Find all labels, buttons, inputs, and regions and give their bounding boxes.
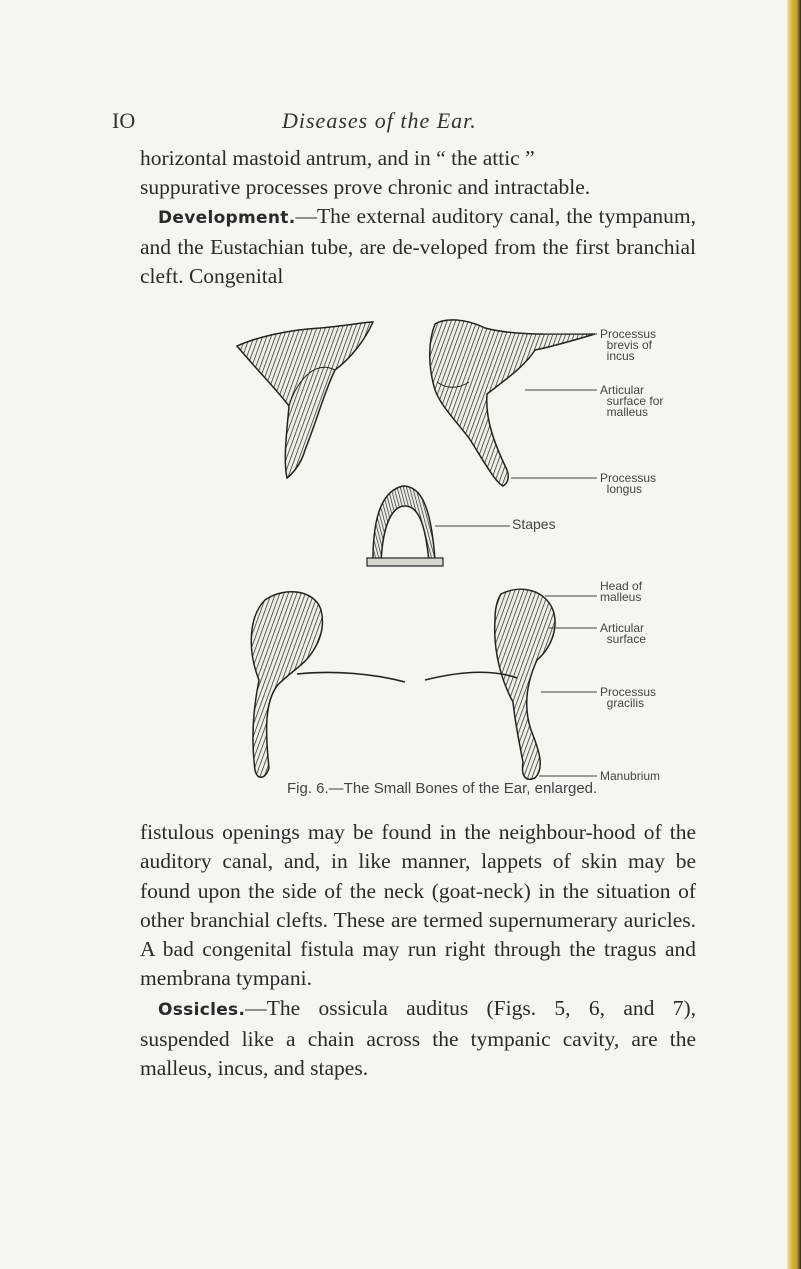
- continuation-paragraph: fistulous openings may be found in the neighbour-hood of the auditory canal, and, in like manner, lappets of skin may be found upon the side of the neck (goat-neck) in the situation of other branchial clefts. These are termed supernumerary auricles. A bad congenital fistula may run right through the tragus and membrana tympani.: [140, 820, 696, 991]
- label-articular-surface-malleus: Articular surface for malleus: [600, 383, 664, 419]
- development-heading: Development.: [158, 208, 296, 228]
- malleus-drawing-right: [425, 589, 555, 779]
- incus-drawing-left: [237, 322, 373, 478]
- malleus-drawing-left: [251, 592, 405, 778]
- top-text-block: [140, 144, 696, 291]
- ossicles-heading: Ossicles.: [158, 999, 246, 1020]
- label-head-of-malleus: Head of malleus: [600, 579, 643, 604]
- page-number: IO: [112, 108, 136, 133]
- label-processus-longus: Processus longus: [600, 471, 657, 496]
- development-paragraph: [140, 202, 696, 291]
- label-articular-surface: Articular surface: [600, 621, 647, 646]
- ossicles-illustration: [225, 310, 725, 790]
- ossicles-paragraph: [140, 994, 696, 1084]
- label-processus-gracilis: Processus gracilis: [600, 685, 657, 710]
- top-paragraph-line-1: horizontal mastoid antrum, and in “ the attic ”: [140, 146, 535, 170]
- top-paragraph-line-2: suppurative processes prove chronic and intractable.: [140, 175, 591, 199]
- label-stapes: Stapes: [512, 516, 556, 532]
- running-title: Diseases of the Ear.: [282, 108, 477, 133]
- book-edge: [787, 0, 801, 1269]
- label-processus-brevis: Processus brevis of incus: [600, 327, 657, 363]
- development-text: —The external auditory canal, the tympanum, and the Eustachian tube, are de-veloped from the first branchial cleft. Congenital: [140, 204, 696, 288]
- ossicles-text: —The ossicula auditus (Figs. 5, 6, and 7), suspended like a chain across the tympanic cavity, are the malleus, incus, and stapes.: [140, 995, 696, 1081]
- stapes-drawing: [367, 486, 443, 566]
- figure-caption: Fig. 6.—The Small Bones of the Ear, enlarged.: [287, 780, 598, 797]
- bottom-text-block: [140, 818, 696, 1084]
- incus-drawing-right: [430, 320, 595, 486]
- ossicles-figure: [225, 310, 725, 790]
- page-header: [112, 108, 672, 138]
- label-manubrium: Manubrium: [600, 769, 661, 783]
